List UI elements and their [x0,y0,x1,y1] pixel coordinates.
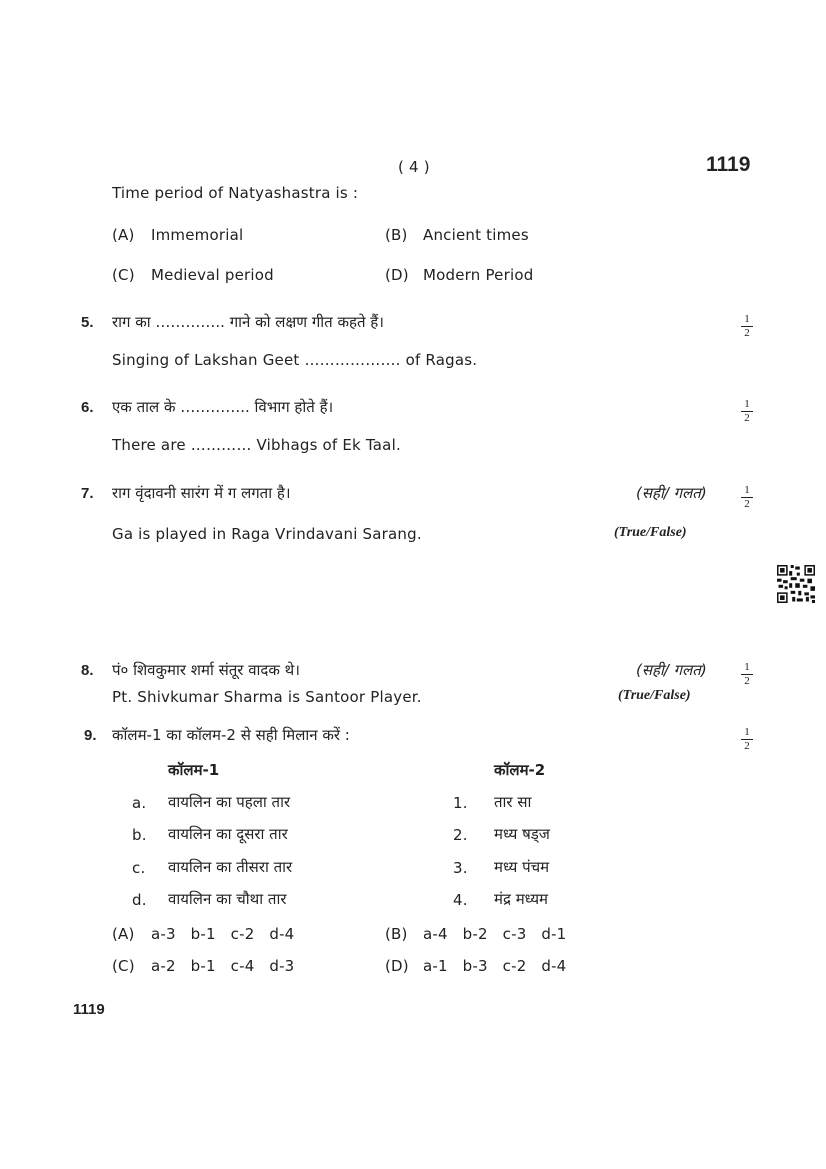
q8-hindi-true-false: (सही/ गलत) [636,661,707,679]
q9-col1-header: कॉलम-1 [168,761,220,779]
q9-col2-text-2: मध्य षड्ज [494,825,550,843]
q4-option-label-b: (B) [385,226,408,244]
q8-english: Pt. Shivkumar Sharma is Santoor Player. [112,688,422,706]
q9-col1-label-d: d. [132,891,147,909]
q6-number: 6. [81,399,94,416]
q7-marks [741,485,753,510]
q9-option-text-a: a-3 b-1 c-2 d-4 [151,925,295,943]
q9-marks-num: 1 [744,726,750,738]
q9-col2-header: कॉलम-2 [494,761,546,779]
q6-marks-num: 1 [744,398,750,410]
q9-text: कॉलम-1 का कॉलम-2 से सही मिलान करें : [112,726,350,744]
q9-col2-label-2: 2. [453,826,468,844]
q4-option-text-a: Immemorial [151,226,244,244]
q5-marks-num: 1 [744,313,750,325]
q4-option-label-c: (C) [112,266,135,284]
q9-col2-text-4: मंद्र मध्यम [494,890,548,908]
q5-marks [741,314,753,339]
q4-option-label-d: (D) [385,266,409,284]
q9-col2-label-3: 3. [453,859,468,877]
q9-option-label-d: (D) [385,957,409,975]
q9-col1-text-d: वायलिन का चौथा तार [168,890,287,908]
q9-option-text-b: a-4 b-2 c-3 d-1 [423,925,567,943]
q7-english-true-false: (True/False) [614,525,687,540]
q7-number: 7. [81,485,94,502]
q9-option-label-a: (A) [112,925,135,943]
paper-code: 1119 [706,153,751,176]
q4-text: Time period of Natyashastra is : [112,184,359,202]
q5-number: 5. [81,314,94,331]
q4-option-text-b: Ancient times [423,226,529,244]
q7-marks-den: 2 [744,498,750,510]
q8-marks-num: 1 [744,661,750,673]
q6-hindi: एक ताल के ………….. विभाग होते हैं। [112,398,334,416]
q9-option-text-d: a-1 b-3 c-2 d-4 [423,957,567,975]
qr-code-icon [777,565,815,603]
q9-option-label-b: (B) [385,925,408,943]
q9-col2-label-4: 4. [453,891,468,909]
q5-marks-den: 2 [744,327,750,339]
q9-col1-text-a: वायलिन का पहला तार [168,793,291,811]
q4-option-label-a: (A) [112,226,135,244]
q8-hindi: पं० शिवकुमार शर्मा संतूर वादक थे। [112,661,300,679]
q4-option-text-c: Medieval period [151,266,274,284]
q8-number: 8. [81,662,94,679]
q7-hindi-true-false: (सही/ गलत) [636,484,707,502]
page-number: ( 4 ) [398,158,430,176]
q5-hindi: राग का ………….. गाने को लक्षण गीत कहते हैं। [112,313,384,331]
q5-english: Singing of Lakshan Geet ………………. of Ragas. [112,351,478,369]
q9-marks [741,727,753,752]
q6-english: There are ………… Vibhags of Ek Taal. [112,436,401,454]
footer-code: 1119 [73,1001,105,1018]
q9-option-label-c: (C) [112,957,135,975]
q8-marks [741,662,753,687]
q6-marks-den: 2 [744,412,750,424]
q9-col1-text-b: वायलिन का दूसरा तार [168,825,288,843]
q9-marks-den: 2 [744,740,750,752]
q9-col1-text-c: वायलिन का तीसरा तार [168,858,293,876]
q8-marks-den: 2 [744,675,750,687]
q9-col1-label-b: b. [132,826,147,844]
q9-col2-text-3: मध्य पंचम [494,858,550,876]
q7-hindi: राग वृंदावनी सारंग में ग लगता है। [112,484,291,502]
q9-number: 9. [84,727,97,744]
q9-col2-label-1: 1. [453,794,468,812]
q9-col1-label-a: a. [132,794,147,812]
q9-option-text-c: a-2 b-1 c-4 d-3 [151,957,295,975]
q9-col2-text-1: तार सा [494,793,532,811]
q7-english: Ga is played in Raga Vrindavani Sarang. [112,525,422,543]
q7-marks-num: 1 [744,484,750,496]
q8-english-true-false: (True/False) [618,688,691,703]
q6-marks [741,399,753,424]
q9-col1-label-c: c. [132,859,146,877]
q4-option-text-d: Modern Period [423,266,534,284]
